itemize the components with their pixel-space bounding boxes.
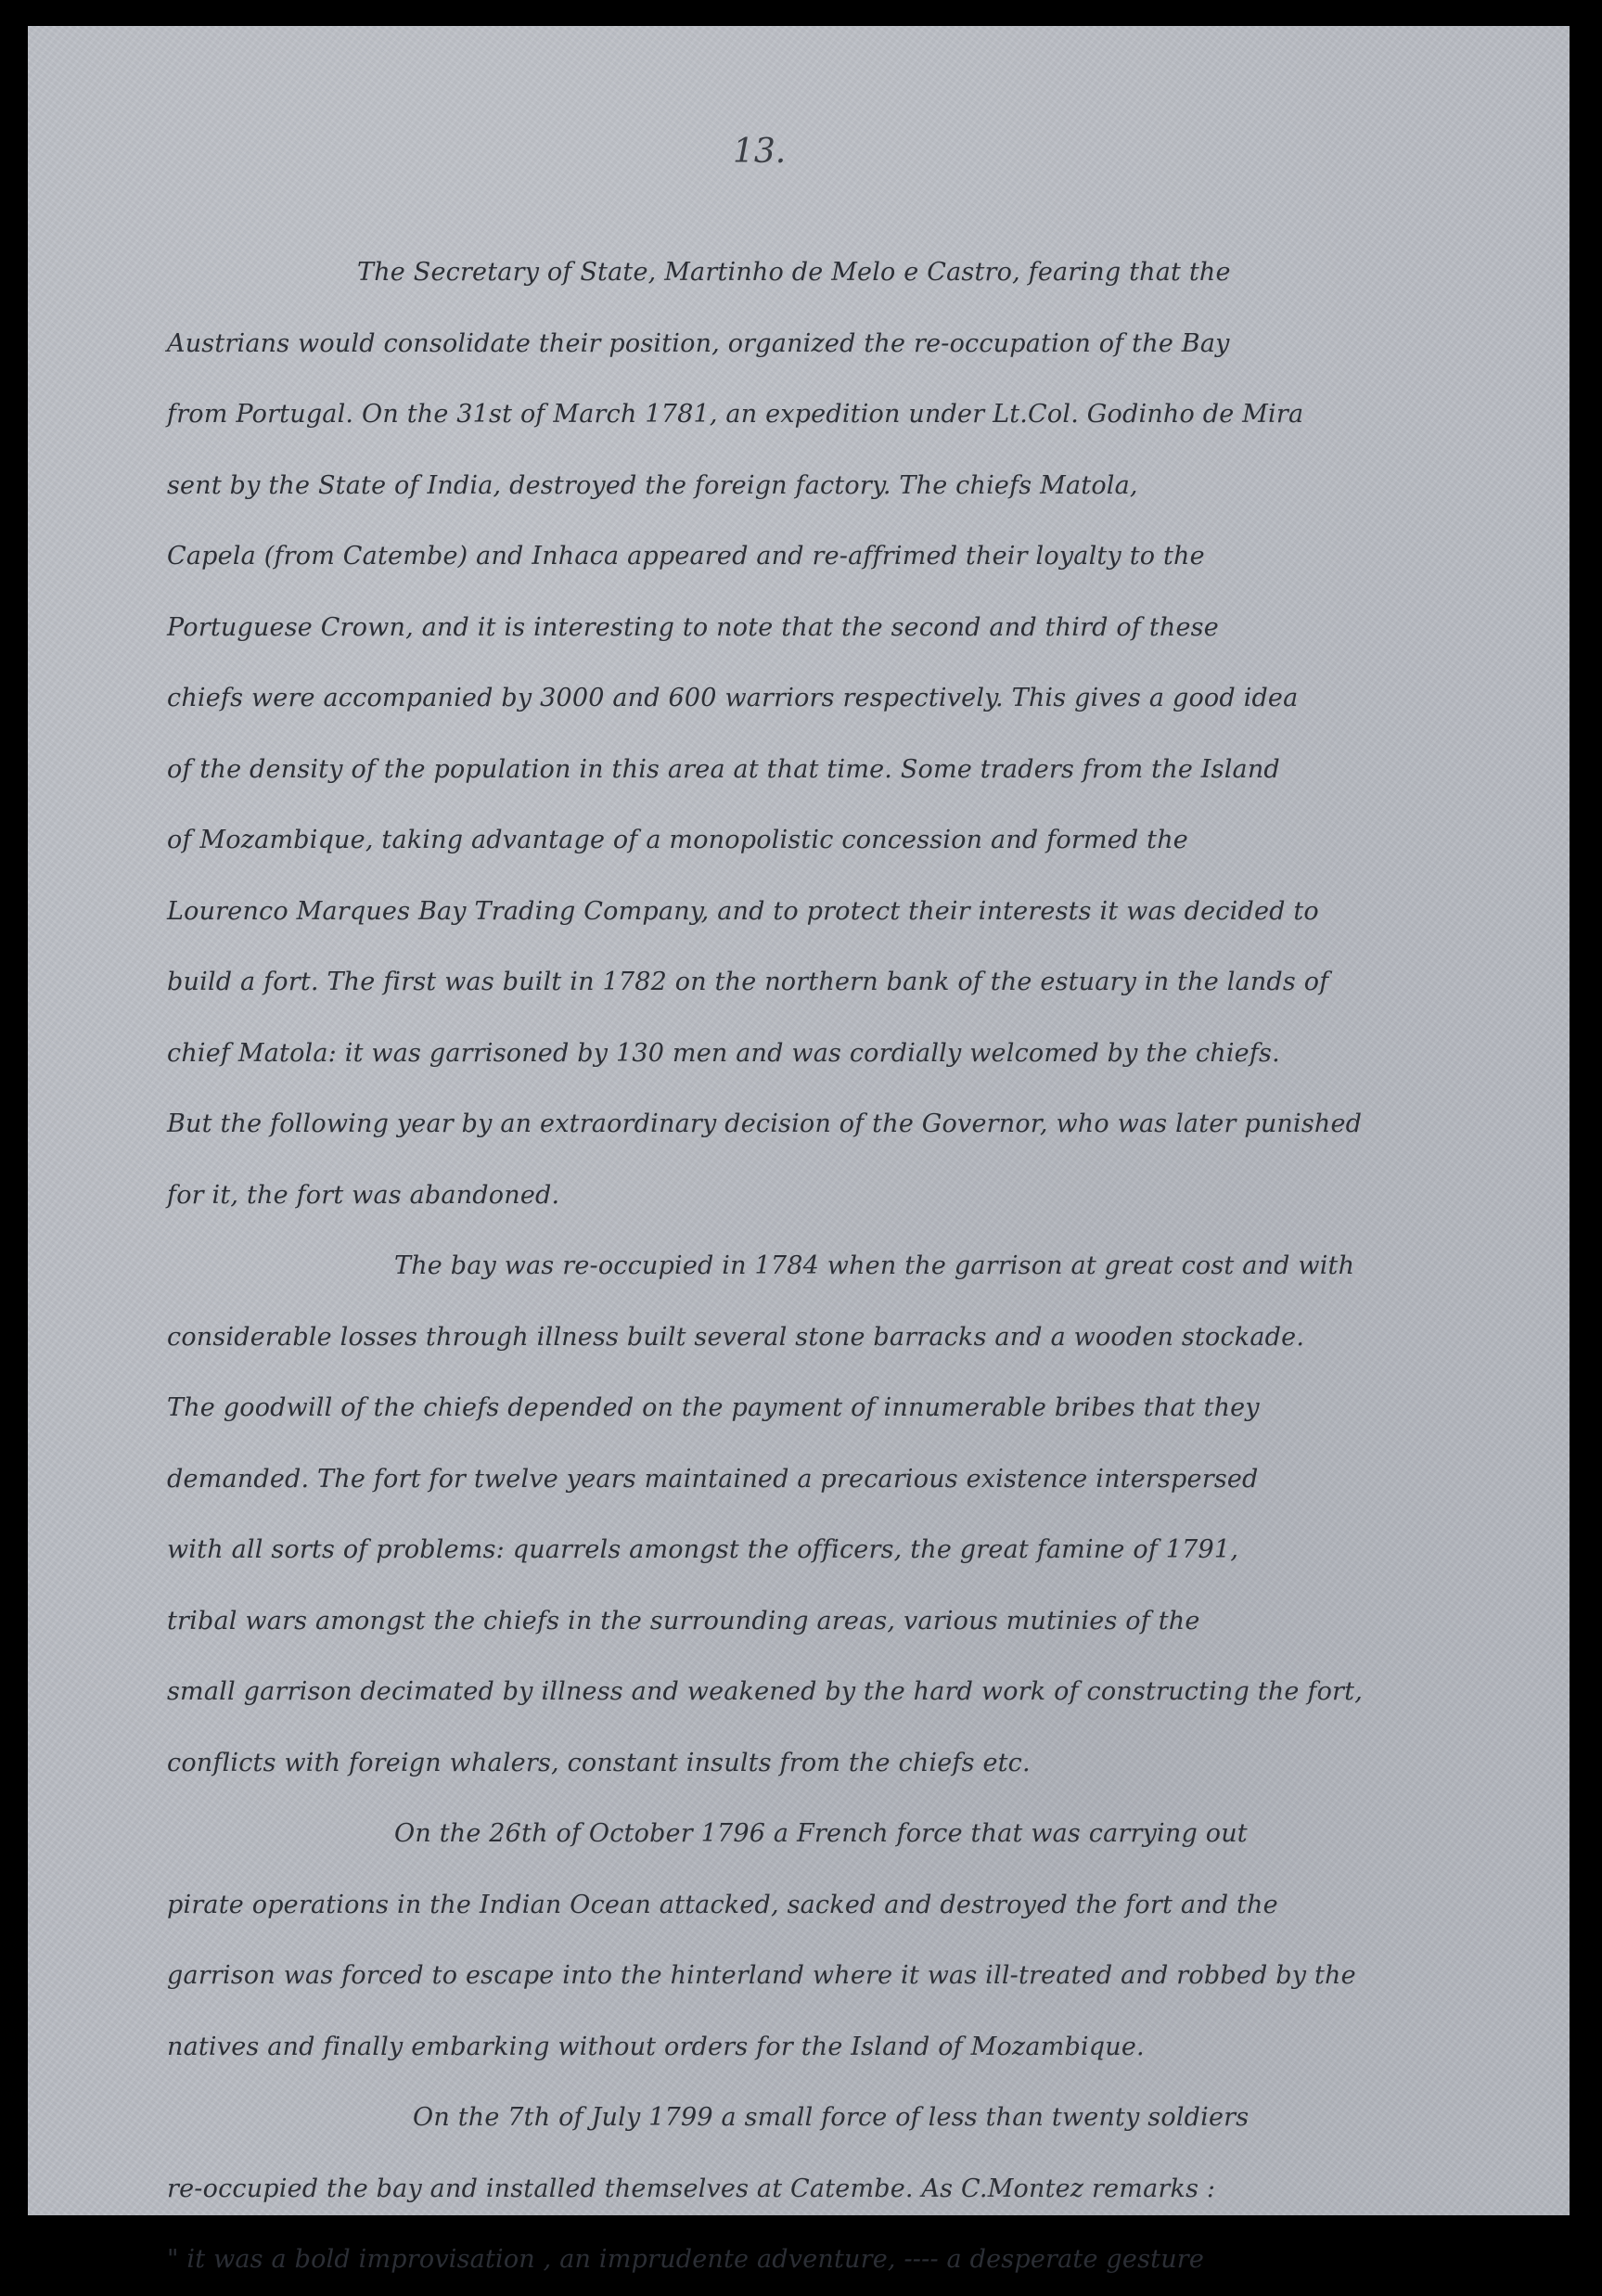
text-line: considerable losses through illness built several stone barracks and a wooden stockade. bbox=[167, 1322, 1305, 1352]
text-line: re-occupied the bay and installed themselves at Catembe. As C.Montez remarks : bbox=[167, 2174, 1216, 2203]
text-line: from Portugal. On the 31st of March 1781, an expedition under Lt.Col. Godinho de Mira bbox=[167, 400, 1304, 429]
text-line: tribal wars amongst the chiefs in the surrounding areas, various mutinies of the bbox=[167, 1606, 1200, 1635]
text-line: natives and finally embarking without orders for the Island of Mozambique. bbox=[167, 2032, 1145, 2061]
text-line: for it, the fort was abandoned. bbox=[167, 1180, 560, 1210]
text-line: The Secretary of State, Martinho de Melo e Castro, fearing that the bbox=[357, 258, 1231, 287]
text-line: chief Matola: it was garrisoned by 130 men and was cordially welcomed by the chiefs. bbox=[167, 1038, 1280, 1068]
text-line: On the 26th of October 1796 a French force that was carrying out bbox=[394, 1819, 1248, 1848]
text-line: But the following year by an extraordinary decision of the Governor, who was later punished bbox=[167, 1110, 1363, 1138]
text-line: chiefs were accompanied by 3000 and 600 warriors respectively. This gives a good idea bbox=[167, 684, 1299, 712]
text-line: of the density of the population in this area at that time. Some traders from the Island bbox=[167, 754, 1280, 784]
text-line: " it was a bold improvisation , an imprudente adventure, ---- a desperate gesture bbox=[167, 2245, 1205, 2274]
text-line: Portuguese Crown, and it is interesting to note that the second and third of these bbox=[167, 612, 1219, 642]
text-line: The goodwill of the chiefs depended on the payment of innumerable bribes that they bbox=[167, 1393, 1260, 1422]
text-line: sent by the State of India, destroyed the foreign factory. The chiefs Matola, bbox=[167, 470, 1138, 500]
text-line: pirate operations in the Indian Ocean attacked, sacked and destroyed the fort and the bbox=[167, 1890, 1278, 1919]
text-line: The bay was re-occupied in 1784 when the garrison at great cost and with bbox=[394, 1251, 1355, 1280]
text-line: of Mozambique, taking advantage of a monopolistic concession and formed the bbox=[167, 826, 1188, 854]
text-line: conflicts with foreign whalers, constant insults from the chiefs etc. bbox=[167, 1748, 1031, 1777]
text-line: small garrison decimated by illness and weakened by the hard work of constructing the fort, bbox=[167, 1677, 1363, 1706]
text-line: with all sorts of problems: quarrels amongst the officers, the great famine of 1791, bbox=[167, 1535, 1239, 1564]
text-line: demanded. The fort for twelve years maintained a precarious existence interspersed bbox=[167, 1464, 1259, 1494]
text-line: Lourenco Marques Bay Trading Company, and to protect their interests it was decided to bbox=[167, 896, 1319, 926]
typewritten-page bbox=[28, 26, 1570, 2274]
text-line: On the 7th of July 1799 a small force of less than twenty soldiers bbox=[413, 2103, 1250, 2132]
document-body bbox=[167, 237, 1540, 2296]
page-number: 13. bbox=[733, 133, 787, 171]
text-line: Austrians would consolidate their position, organized the re-occupation of the Bay bbox=[167, 328, 1230, 358]
text-line: Capela (from Catembe) and Inhaca appeared and re-affrimed their loyalty to the bbox=[167, 542, 1205, 571]
text-line: build a fort. The first was built in 1782 on the northern bank of the estuary in the lands of bbox=[167, 968, 1329, 996]
text-line: garrison was forced to escape into the hinterland where it was ill-treated and robbed by the bbox=[167, 1961, 1356, 1990]
